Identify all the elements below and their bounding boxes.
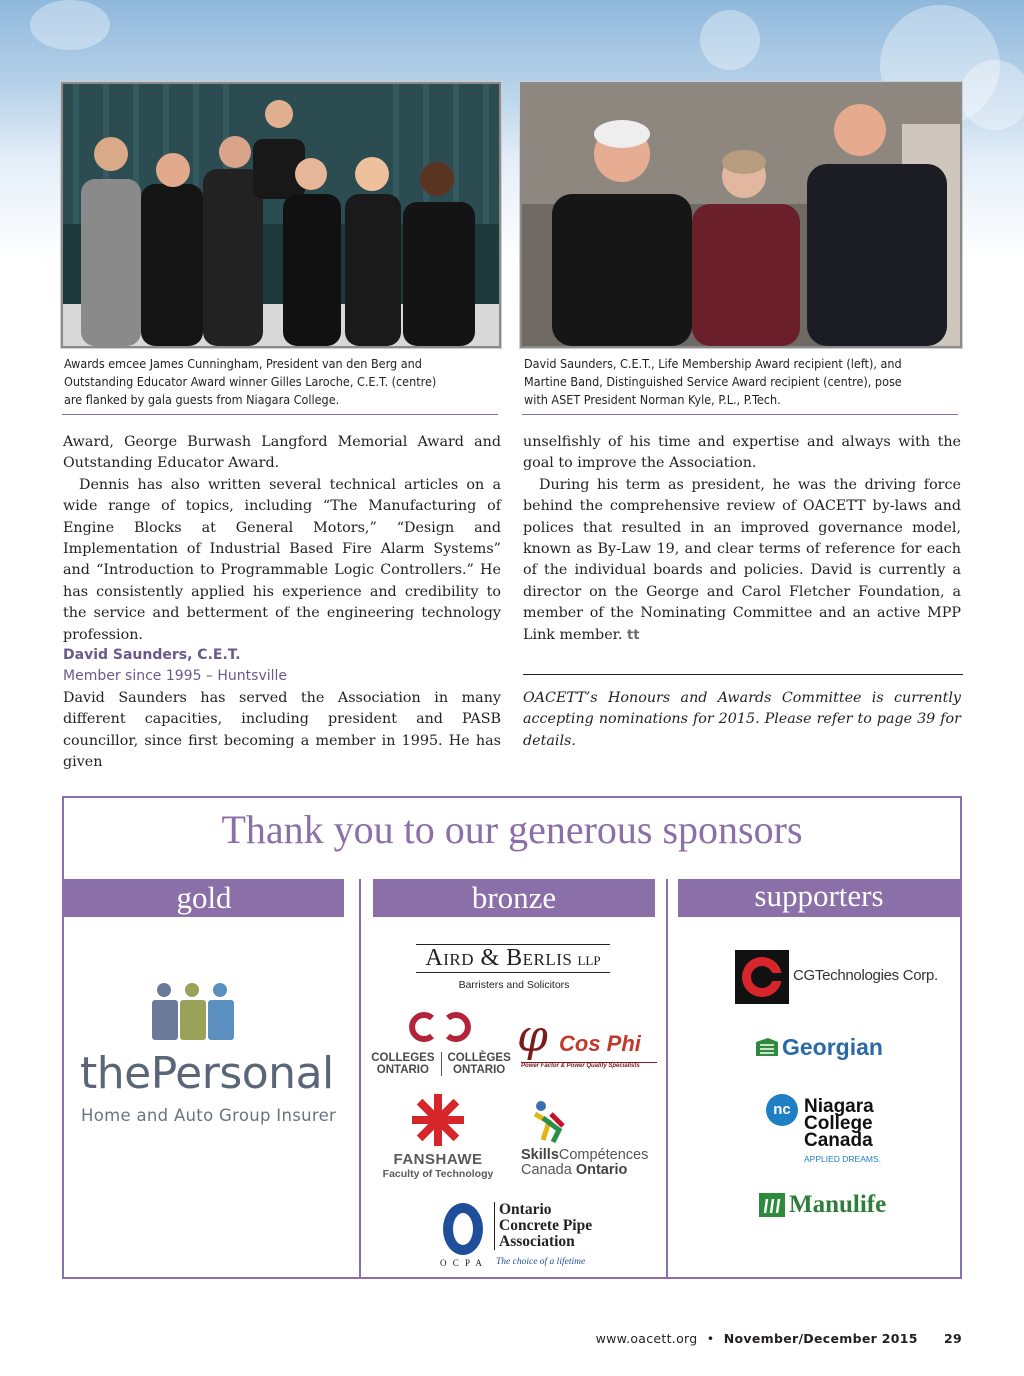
left-column-text-2 — [63, 688, 501, 774]
phi-icon: φ — [517, 1011, 548, 1062]
footer-issue: November/December 2015 — [723, 1331, 918, 1346]
paragraph: David Saunders has served the Association in many different capacities, including president and PASB councillor, since first becoming a member in 1995. He has given — [63, 690, 501, 771]
thepersonal-logo — [150, 982, 234, 1046]
thepersonal-tagline: Home and Auto Group Insurer — [81, 1106, 337, 1125]
gala-group-photo — [61, 82, 501, 348]
cos-phi-logo: φ Cos Phi Power Factor & Power Quality Specialists — [517, 1015, 653, 1059]
column-divider — [359, 879, 361, 1279]
skills-figure-icon — [529, 1100, 569, 1144]
colleges-ontario-logo: COLLEGES ONTARIO COLLÈGES ONTARIO — [370, 1010, 512, 1076]
subhead-member: Member since 1995 – Huntsville — [63, 668, 288, 684]
note-divider — [523, 674, 963, 675]
ocpa-pipe-icon — [440, 1202, 486, 1256]
end-mark: tt — [627, 627, 640, 643]
caption-divider-right — [522, 414, 958, 415]
nc-badge-icon: nc — [766, 1094, 798, 1126]
paragraph: Dennis has also written several technical articles on a wide range of topics, including “The Manufacturing of Engine Blocks at General Motors,” “Design and Implementation of Industrial Based Fire Alarm Systems” and “Introduction to Programmable Logic Controllers.” He has consistently applied his experience and credibility to the service and betterment of the engineering technology profession. — [63, 476, 501, 643]
cg-icon — [735, 950, 789, 1004]
photo-caption-left: Awards emcee James Cunningham, President van den Berg and Outstanding Educator Award winner Gilles Laroche, C.E.T. (centre) are flanked by gala guests from Niagara College. — [64, 356, 437, 407]
award-recipients-photo — [520, 82, 962, 348]
tier-gold-header: gold — [64, 879, 344, 917]
cg-technologies-logo: CGTechnologies Corp. — [735, 950, 955, 1008]
tier-bronze-header: bronze — [373, 879, 655, 917]
caption-divider-left — [62, 414, 498, 415]
paragraph: Award, George Burwash Langford Memorial Award and Outstanding Educator Award. — [63, 434, 501, 472]
paragraph: unselfishly of his time and expertise and always with the goal to improve the Association. — [523, 434, 961, 472]
subhead-name: David Saunders, C.E.T. — [63, 647, 241, 663]
left-column-text — [63, 432, 501, 646]
column-divider — [666, 879, 668, 1279]
paragraph: During his term as president, he was the driving force behind the comprehensive review of OACETT by-laws and polices that resulted in an improved governance model, known as By-Law 19, and clear terms of reference for each of the individual boards and policies. David is currently a director on the George and Carol Fletcher Foundation, a member of the Nominating Committee and an active MPP Link member. tt — [523, 476, 961, 643]
georgian-mark-icon — [754, 1036, 780, 1058]
manulife-mark-icon — [759, 1193, 785, 1217]
aird-berlis-logo: Aird & Berlis LLP — [416, 944, 610, 973]
sponsors-title: Thank you to our generous sponsors — [221, 807, 803, 852]
ocpa-logo: Ontario Concrete Pipe Association O C P A The choice of a lifetime — [440, 1201, 593, 1268]
fanshawe-emblem-icon — [408, 1092, 468, 1148]
puzzle-people-icon — [150, 982, 234, 1042]
georgian-logo: Georgian — [754, 1036, 780, 1062]
thepersonal-name: thePersonal — [80, 1048, 334, 1099]
manulife-logo: Manulife — [759, 1193, 785, 1221]
page-footer: www.oacett.org • November/December 2015 29 — [595, 1331, 962, 1346]
skills-competences-logo: SkillsCompétences Canada Ontario — [521, 1100, 661, 1178]
aird-berlis-subtitle: Barristers and Solicitors — [458, 979, 570, 991]
footer-url: www.oacett.org — [595, 1331, 698, 1346]
fanshawe-logo: FANSHAWE Faculty of Technology — [380, 1092, 496, 1180]
photo-caption-right: David Saunders, C.E.T., Life Membership Award recipient (left), and Martine Band, Distinguished Service Award recipient (centre), pose with ASET President Norman Kyle, P.L., P.Tech. — [524, 356, 902, 407]
page-number: 29 — [944, 1331, 962, 1346]
colleges-ontario-icon — [370, 1010, 512, 1044]
nominations-note: OACETT’s Honours and Awards Committee is currently accepting nominations for 2015. Please refer to page 39 for details. — [523, 690, 961, 749]
right-column-text — [523, 432, 961, 646]
tier-supporters-header: supporters — [678, 879, 960, 917]
